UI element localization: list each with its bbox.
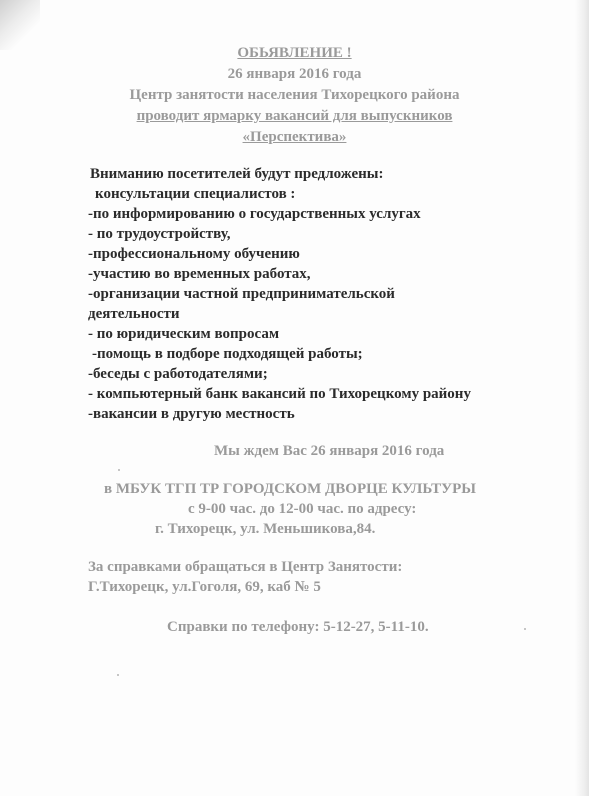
- scan-shadow-corner: [0, 0, 40, 50]
- venue-name: в МБУК ТГП ТР ГОРОДСКОМ ДВОРЦЕ КУЛЬТУРЫ: [104, 481, 477, 497]
- list-item: -беседы с работодателями;: [88, 366, 268, 382]
- venue-address: г. Тихорецк, ул. Меньшикова,84.: [155, 521, 376, 537]
- list-item: - по юридическим вопросам: [88, 326, 280, 342]
- list-item: деятельности: [88, 306, 180, 322]
- scan-speck: [118, 469, 120, 471]
- phone-info: Справки по телефону: 5-12-27, 5-11-10.: [167, 619, 429, 635]
- list-item: - компьютерный банк вакансий по Тихорецкому району: [88, 386, 471, 402]
- body-intro: Вниманию посетителей будут предложены:: [90, 166, 384, 182]
- event-time: с 9-00 час. до 12-00 час. по адресу:: [188, 501, 417, 517]
- list-item: - по трудоустройству,: [88, 226, 231, 242]
- event-name: «Перспектива»: [242, 129, 347, 145]
- invitation-text: Мы ждем Вас 26 января 2016 года: [214, 443, 445, 459]
- info-label: За справками обращаться в Центр Занятости:: [88, 559, 403, 575]
- list-item: -вакансии в другую местность: [88, 406, 295, 422]
- scan-speck: [524, 628, 526, 630]
- organization-name: Центр занятости населения Тихорецкого района: [129, 87, 460, 103]
- list-item: -помощь в подборе подходящей работы;: [92, 346, 363, 362]
- announcement-date: 26 января 2016 года: [227, 66, 362, 82]
- info-address: Г.Тихорецк, ул.Гоголя, 69, каб № 5: [88, 579, 321, 595]
- list-item: -профессиональному обучению: [88, 246, 300, 262]
- list-item: -по информированию о государственных услугах: [88, 206, 421, 222]
- event-description: проводит ярмарку вакансий для выпускников: [136, 108, 453, 124]
- body-subintro: консультации специалистов :: [95, 186, 296, 202]
- scan-speck: [117, 674, 119, 676]
- list-item: -организации частной предпринимательской: [88, 286, 395, 302]
- announcement-title: ОБЬЯВЛЕНИЕ !: [237, 45, 352, 61]
- list-item: -участию во временных работах,: [88, 266, 311, 282]
